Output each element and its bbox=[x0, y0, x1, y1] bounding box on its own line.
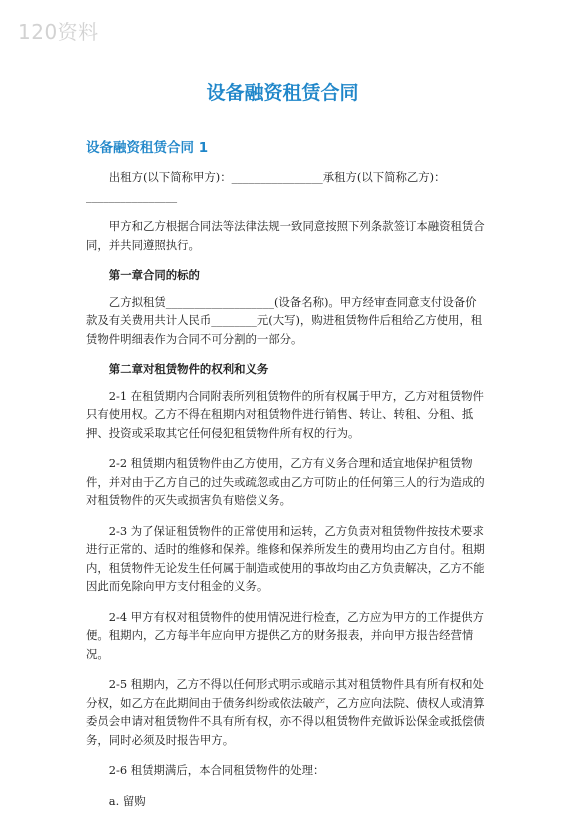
preamble-paragraph: 甲方和乙方根据合同法等法律法规一致同意按照下列条款签订本融资租赁合同，并共同遵照执行。 bbox=[86, 219, 485, 252]
list-item: a. 留购 bbox=[108, 793, 146, 808]
parties-paragraph: 出租方(以下简称甲方)：________________承租方(以下简称乙方)：________________ bbox=[86, 170, 446, 203]
clause-paragraph: 2-3 为了保证租赁物件的正常使用和运转，乙方负责对租赁物件按技术要求进行正常的、适时的维修和保养。维修和保养所发生的费用均由乙方自付。租期内，租赁物件无论发生任何属于制造或使用的事故均由乙方负责解决，乙方不能因此而免除向甲方支付租金的义务。 bbox=[86, 523, 485, 593]
clause-paragraph: 2-5 租期内，乙方不得以任何形式明示或暗示其对租赁物件具有所有权和处分权，如乙方在此期间由于债务纠纷或依法破产，乙方应向法院、债权人或清算委员会申请对租赁物件不具有所有权，亦不得以租赁物件充做诉讼保金或抵偿债务，同时必须及时报告甲方。 bbox=[86, 677, 485, 747]
chapter-heading: 第二章对租赁物件的权利和义务 bbox=[108, 362, 269, 376]
clause-paragraph: 2-4 甲方有权对租赁物件的使用情况进行检查，乙方应为甲方的工作提供方便。租期内，乙方每半年应向甲方提供乙方的财务报表，并向甲方报告经营情况。 bbox=[86, 609, 484, 661]
watermark-logo: 120资料 bbox=[18, 20, 99, 44]
clause-paragraph: 2-2 租赁期内租赁物件由乙方使用，乙方有义务合理和适宜地保护租赁物件，并对由于乙方自己的过失或疏忽或由乙方可防止的任何第三人的行为造成的对租赁物件的灭失或损害负有赔偿义务。 bbox=[86, 456, 485, 507]
clause-paragraph: 2-6 租赁期满后，本合同租赁物件的处理： bbox=[108, 763, 325, 777]
document-body bbox=[86, 168, 486, 822]
clause-paragraph: 乙方拟租赁___________________(设备名称)。甲方经审查同意支付设备价款及有关费用共计人民币________元(大写)，购进租赁物件后租给乙方使用，租赁物件明细表作为合同不可分割的一部分。 bbox=[86, 294, 483, 346]
clause-paragraph: 2-1 在租赁期内合同附表所列租赁物件的所有权属于甲方，乙方对租赁物件只有使用权。乙方不得在租期内对租赁物件进行销售、转让、转租、分租、抵押、投资或采取其它任何侵犯租赁物件所有权的行为。 bbox=[86, 388, 484, 440]
section-title: 设备融资租赁合同 1 bbox=[86, 140, 209, 156]
chapter-heading: 第一章合同的标的 bbox=[108, 268, 200, 282]
document-title: 设备融资租赁合同 bbox=[206, 82, 359, 104]
